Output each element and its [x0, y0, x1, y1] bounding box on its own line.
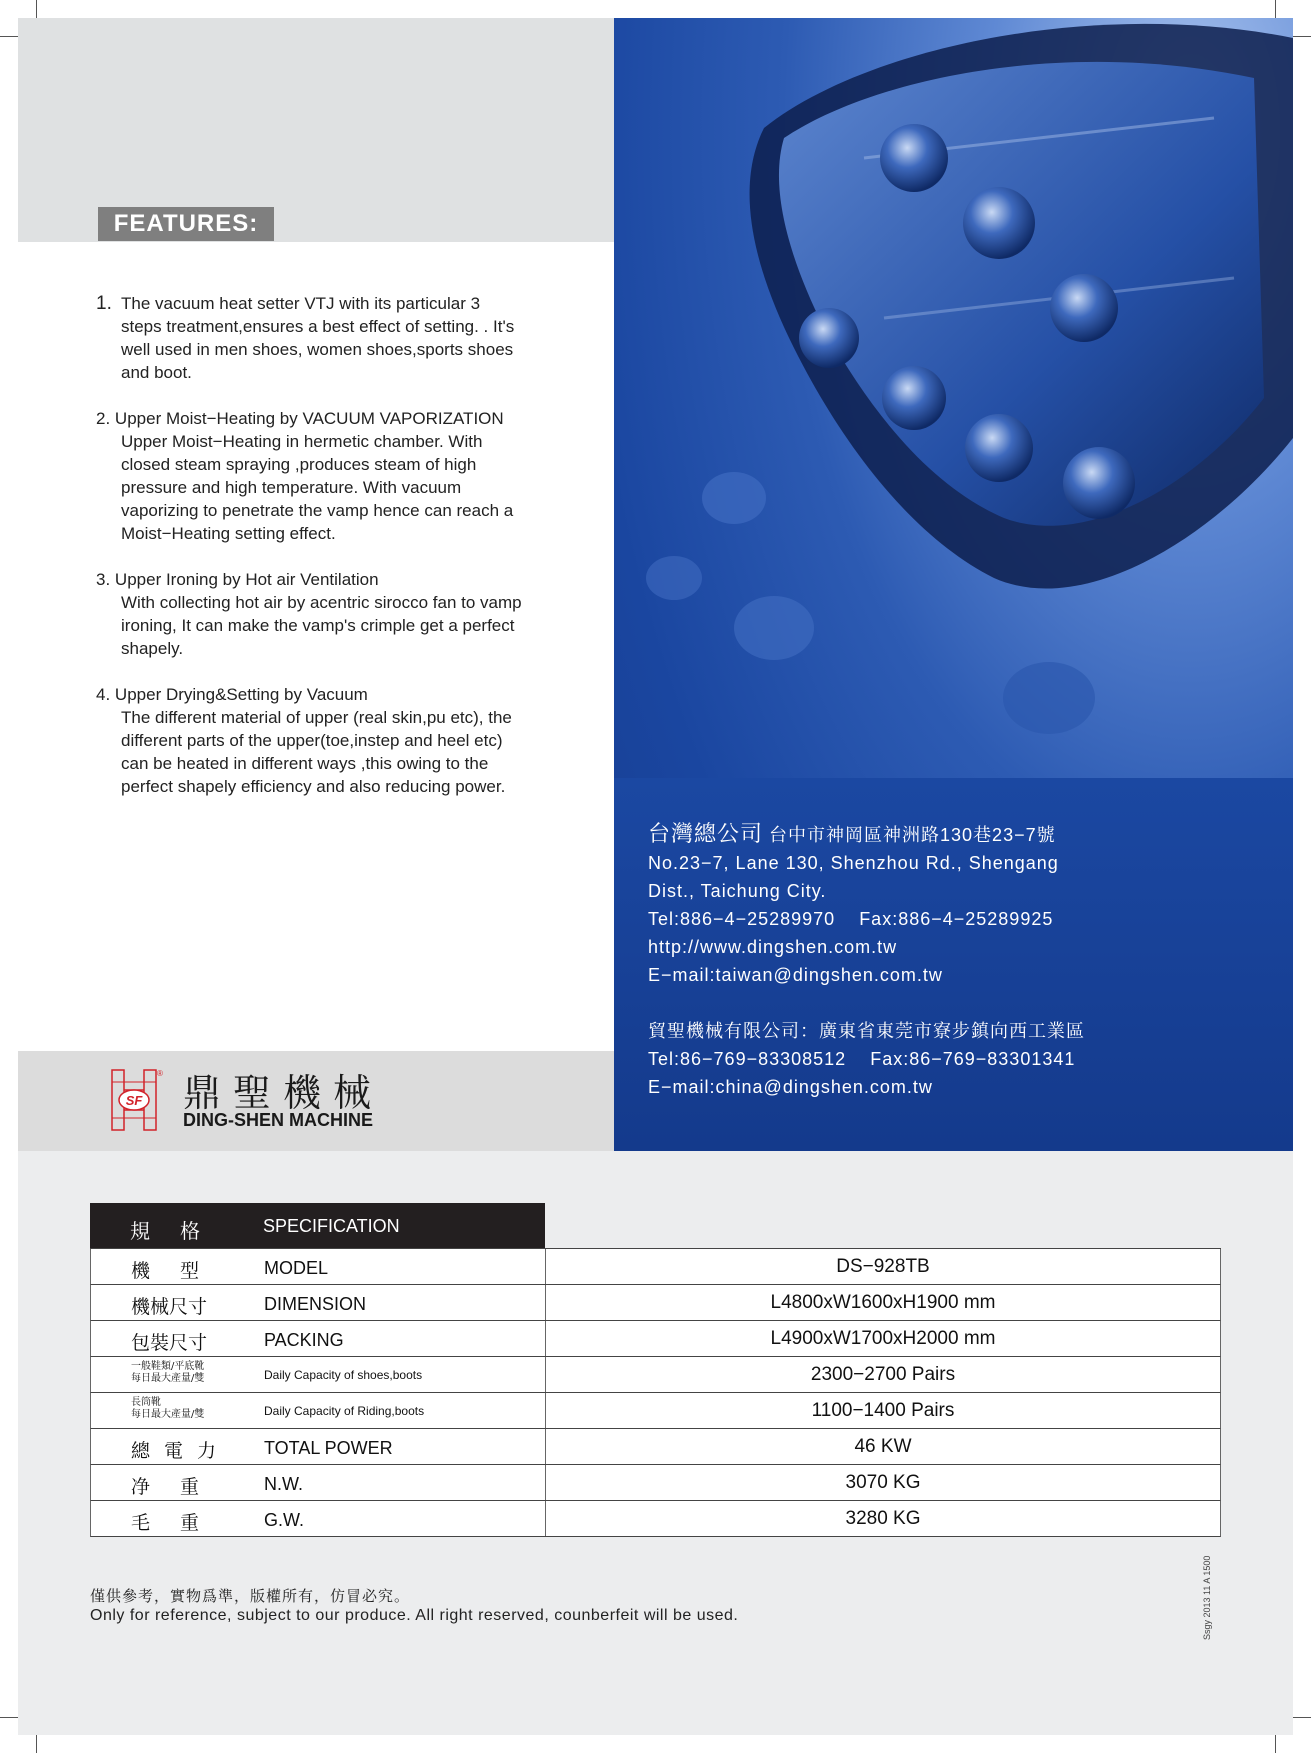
cn-email[interactable]: E−mail:china@dingshen.com.tw: [648, 1077, 933, 1097]
tw-address-cn: 台中市神岡區神洲路130巷23−7號: [769, 825, 1056, 845]
spec-value: DS−928TB: [836, 1256, 930, 1277]
feature-item-4: [96, 683, 596, 798]
spec-label-en: DIMENSION: [264, 1294, 367, 1314]
registered-mark: ®: [157, 1069, 163, 1078]
feature-line: shapely.: [121, 639, 184, 658]
feature-number: 1.: [96, 293, 112, 314]
spec-header: [90, 1203, 545, 1248]
table-row: [90, 1357, 1221, 1393]
feature-title-text: Upper Ironing by Hot air Ventilation: [114, 570, 379, 589]
sole-stud: [734, 596, 814, 660]
feature-title: [96, 568, 596, 591]
feature-line: Upper Moist−Heating in hermetic chamber. With: [121, 432, 483, 451]
sole-stud: [882, 366, 946, 430]
sole-stud: [963, 187, 1035, 259]
spec-label-cn: 毛重: [131, 1512, 230, 1534]
feature-line: steps treatment,ensures a best effect of setting. . It's: [121, 317, 515, 336]
crop-mark: [1293, 1717, 1311, 1718]
features-list: [96, 292, 596, 821]
tw-company-name: 台灣總公司: [648, 821, 764, 846]
spec-label-cn-line: 一般鞋類/平底靴: [131, 1361, 205, 1372]
contact-block: [648, 820, 1288, 1101]
company-name-cn: 鼎聖機械: [183, 1071, 384, 1115]
tw-email[interactable]: E−mail:taiwan@dingshen.com.tw: [648, 965, 943, 985]
table-row: [90, 1249, 1221, 1285]
cn-company-address: 貿聖機械有限公司：廣東省東莞市寮步鎮向西工業區: [648, 1021, 1085, 1041]
spec-value: 2300−2700 Pairs: [810, 1364, 956, 1385]
spec-label-cn: 總電力: [131, 1440, 231, 1462]
feature-item-2: [96, 407, 596, 545]
table-row: [90, 1393, 1221, 1429]
spec-value: 46 KW: [854, 1436, 912, 1457]
spec-label-cn: 净重: [131, 1476, 230, 1498]
feature-line: ironing, It can make the vamp's crimple get a perfect: [121, 616, 515, 635]
crop-mark: [0, 36, 18, 37]
tw-phone-fax: [648, 905, 1288, 933]
sole-stud: [965, 414, 1033, 482]
company-logo-icon: [110, 1066, 162, 1134]
feature-body: [96, 292, 596, 384]
spec-label-cn: [131, 1361, 204, 1385]
feature-number: 3.: [96, 570, 111, 589]
feature-line: vaporizing to penetrate the vamp hence can reach a: [121, 501, 514, 520]
company-name-en: DING-SHEN MACHINE: [183, 1110, 374, 1130]
feature-line: different parts of the upper(toe,instep and heel etc): [121, 731, 503, 750]
tw-fax: Fax:886−4−25289925: [859, 909, 1054, 929]
sole-stud: [702, 472, 766, 524]
sole-stud: [1003, 662, 1095, 734]
spec-label-cn-line: 長筒靴: [131, 1397, 161, 1408]
feature-number: 4.: [96, 685, 111, 704]
tw-tel: Tel:886−4−25289970: [648, 909, 836, 929]
spec-value: 1100−1400 Pairs: [811, 1400, 955, 1421]
spec-label-en: Daily Capacity of shoes,boots: [264, 1368, 423, 1382]
spec-header-en: SPECIFICATION: [263, 1216, 400, 1236]
feature-line: With collecting hot air by acentric sirocco fan to vamp: [121, 593, 522, 612]
spec-value: 3070 KG: [845, 1472, 921, 1493]
crop-mark: [0, 1717, 18, 1718]
spec-label-en: MODEL: [264, 1258, 329, 1278]
table-row: [90, 1429, 1221, 1465]
crop-mark: [36, 1735, 37, 1753]
feature-line: perfect shapely efficiency and also reducing power.: [121, 777, 506, 796]
footer-disclaimer-en: Only for reference, subject to our produce. All right reserved, counberfeit will be used.: [90, 1607, 739, 1624]
feature-line: Moist−Heating setting effect.: [121, 524, 336, 543]
sole-stud: [880, 124, 948, 192]
spec-label-cn-line: 每日最大產量/雙: [131, 1409, 205, 1420]
feature-body: [96, 430, 596, 545]
features-heading: FEATURES:: [98, 207, 274, 241]
feature-title: [96, 407, 596, 430]
feature-title-text: Upper Drying&Setting by Vacuum: [114, 685, 368, 704]
tw-headquarters: [648, 820, 1288, 849]
print-code: Ssgy 2013 11 A 1500: [1202, 1555, 1212, 1640]
table-row: [90, 1465, 1221, 1501]
feature-body: [96, 706, 596, 798]
spec-label-cn-line: 每日最大產量/雙: [131, 1373, 205, 1384]
spec-value: 3280 KG: [845, 1508, 921, 1529]
cn-tel: Tel:86−769−83308512: [648, 1049, 847, 1069]
feature-line: pressure and high temperature. With vacuum: [121, 478, 462, 497]
spec-value: L4800xW1600xH1900 mm: [770, 1292, 996, 1313]
sole-stud: [1050, 274, 1118, 342]
sole-stud: [1063, 447, 1135, 519]
table-row: [90, 1321, 1221, 1357]
feature-body: [96, 591, 596, 660]
feature-line: and boot.: [121, 363, 192, 382]
sole-stud: [799, 308, 859, 368]
logo-mark-text: SF: [125, 1093, 143, 1108]
feature-line: The different material of upper (real skin,pu etc), the: [121, 708, 512, 727]
table-row: [90, 1285, 1221, 1321]
feature-number: 2.: [96, 409, 111, 428]
spec-label-cn: 包裝尺寸: [131, 1332, 208, 1354]
cn-phone-fax: [648, 1045, 1288, 1073]
spec-label-cn: 機型: [131, 1260, 230, 1282]
spec-rows: [90, 1248, 1221, 1537]
feature-line: well used in men shoes, women shoes,sports shoes: [121, 340, 514, 359]
crop-mark: [1275, 0, 1276, 18]
table-row: [90, 1501, 1221, 1537]
spec-label-en: N.W.: [264, 1474, 303, 1494]
crop-mark: [36, 0, 37, 18]
spec-header-cn: 規格: [130, 1219, 230, 1243]
crop-mark: [1275, 1735, 1276, 1753]
spec-label-cn: [131, 1397, 204, 1421]
feature-title-text: Upper Moist−Heating by VACUUM VAPORIZATION: [114, 409, 504, 428]
spec-label-cn: 機械尺寸: [131, 1296, 208, 1318]
spec-label-en: PACKING: [264, 1330, 344, 1350]
sole-stud: [646, 556, 702, 600]
feature-item-1: [96, 292, 596, 384]
feature-item-3: [96, 568, 596, 660]
website-link[interactable]: http://www.dingshen.com.tw: [648, 937, 898, 957]
cn-fax: Fax:86−769−83301341: [870, 1049, 1076, 1069]
feature-line: can be heated in different ways ,this owing to the: [121, 754, 489, 773]
feature-line: closed steam spraying ,produces steam of high: [121, 455, 477, 474]
spec-value: L4900xW1700xH2000 mm: [770, 1328, 996, 1349]
tw-address-en-2: Dist., Taichung City.: [648, 881, 827, 901]
tw-address-en-1: No.23−7, Lane 130, Shenzhou Rd., Shengang: [648, 853, 1059, 873]
feature-line: The vacuum heat setter VTJ with its particular 3: [121, 294, 481, 313]
feature-title: [96, 683, 596, 706]
spec-label-en: G.W.: [264, 1510, 304, 1530]
crop-mark: [1293, 36, 1311, 37]
footer-disclaimer-cn: 僅供參考，實物爲準，版權所有，仿冒必究。: [90, 1587, 411, 1605]
spec-label-en: Daily Capacity of Riding,boots: [264, 1404, 425, 1418]
spec-label-en: TOTAL POWER: [264, 1438, 393, 1458]
